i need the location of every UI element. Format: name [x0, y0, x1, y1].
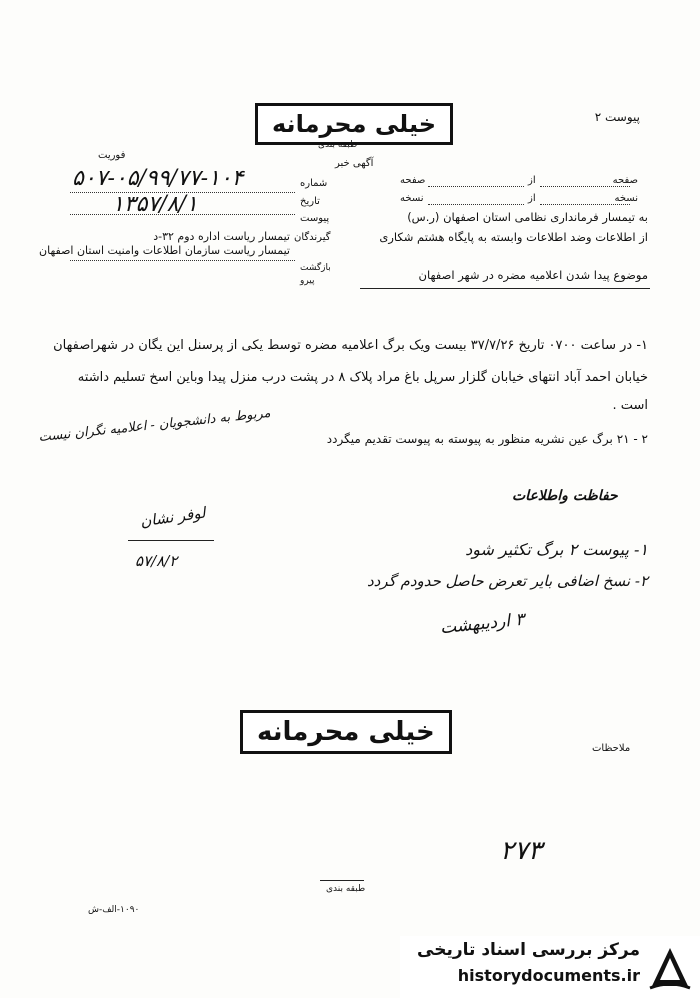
recipient-2: تیمسار ریاست سازمان اطلاعات وامنیت استان اصفهان: [39, 244, 290, 257]
watermark-block: [400, 936, 700, 998]
classification-label: طبقه بندی: [318, 140, 358, 150]
recipient-1: تیمسار ریاست اداره دوم ۳۲-د: [153, 230, 290, 243]
attachment-label: پیوست ۲: [594, 110, 640, 124]
from-label-2: از: [528, 193, 536, 204]
date-label: تاریخ: [300, 196, 320, 207]
date-line: [70, 214, 295, 215]
from-label-1: از: [528, 175, 536, 186]
news-grade-label: آگهی خبر: [335, 158, 374, 169]
from-line-1: [428, 186, 524, 187]
notes-label: ملاحظات: [592, 743, 631, 754]
subject-text: پیدا شدن اعلامیه مضره در شهر اصفهان: [418, 268, 610, 282]
number-label: شماره: [300, 178, 328, 189]
body-para1-line1: ۱- در ساعت ۰۷۰۰ تاریخ ۳۷/۷/۲۶ بیست ویک برگ اعلامیه مضره توسط یکی از پرسنل این یگان در شهراصفهان: [53, 338, 648, 353]
classification-stamp: خیلی محرمانه: [255, 103, 453, 145]
copy-label-1: نسخه: [614, 193, 638, 204]
body-para2: ۲ - ۲۱ برگ عین نشریه منظور به پیوسته به پیوست تقدیم میگردد: [326, 432, 648, 446]
body-para1-line3: است .: [612, 398, 648, 413]
handwritten-page-number: ۲۷۳: [500, 836, 542, 866]
page-label-1: صفحه: [612, 175, 638, 186]
reference-label: بازگشت: [300, 263, 331, 273]
from-line: از اطلاعات وضد اطلاعات وابسته به پایگاه هشتم شکاری: [379, 230, 648, 244]
signature-underline: [128, 540, 214, 541]
copy-label-2: نسخه: [400, 193, 424, 204]
handwritten-item-1: ۱- پیوست ۲ برگ تکثیر شود: [465, 540, 648, 559]
subject-label: موضوع: [613, 268, 648, 282]
to-line: به تیمسار فرمانداری نظامی استان اصفهان (ر.س): [407, 210, 648, 224]
recipient-line: [70, 260, 295, 261]
attachment-field-label: پیوست: [300, 213, 330, 224]
date-value: ۱۳۵۷/۸/۱: [112, 192, 198, 217]
recipients-label: گیرندگان: [294, 232, 331, 243]
bottom-class-line: [320, 880, 364, 881]
watermark-url: historydocuments.ir: [457, 966, 640, 985]
watermark-title: مرکز بررسی اسناد تاریخی: [417, 940, 640, 960]
copy-line-1: [540, 204, 630, 205]
from-line-2: [428, 204, 524, 205]
handwritten-initials: ۳ اردیبهشت: [439, 609, 526, 639]
followup-label: پیرو: [300, 276, 315, 286]
signature-note: لوفر نشان: [139, 503, 207, 531]
page-line-1: [540, 186, 630, 187]
signature-date: ۵۷/۸/۲: [135, 552, 178, 570]
bottom-classification-stamp: خیلی محرمانه: [240, 710, 452, 754]
book-logo-icon: [646, 940, 694, 992]
margin-note: مربوط به دانشجویان - اعلامیه نگران نیست: [37, 405, 272, 446]
subject-row: [419, 268, 648, 282]
urgency-label: فوریت: [98, 150, 126, 161]
dept-heading: حفاظت واطلاعات: [512, 488, 618, 504]
bottom-classification-label: طبقه بندی: [326, 884, 366, 894]
subject-underline: [360, 288, 650, 289]
number-value: ۵۰۷-۰۵/۹۹/۷۷-۱۰۴: [72, 166, 244, 191]
body-para1-line2: خیابان احمد آباد انتهای خیابان گلزار سرپل باغ مراد پلاک ۸ در پشت درب منزل پیدا وباین اسخ تسلیم داشته: [77, 370, 648, 385]
form-code: ۱۰۹۰-الف-ش: [88, 905, 140, 915]
handwritten-item-2: ۲- نسخ اضافی بایر تعرض حاصل حدودم گردد: [367, 572, 648, 590]
page-label-2: صفحه: [400, 175, 426, 186]
